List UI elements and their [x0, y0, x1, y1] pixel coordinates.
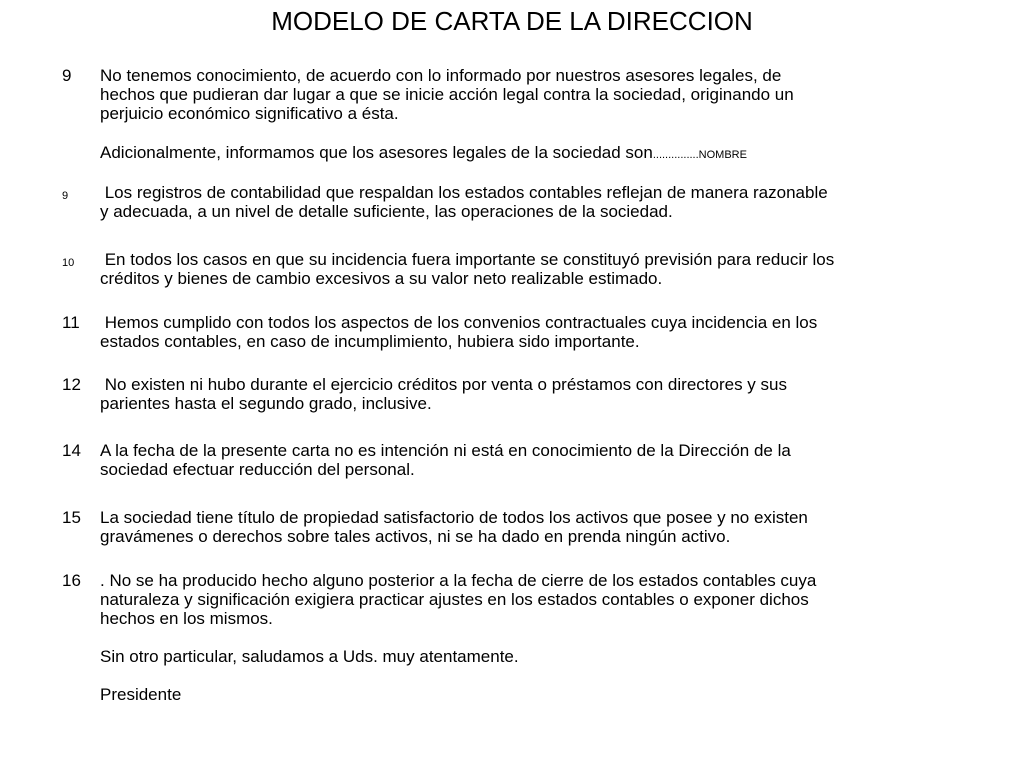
list-item [60, 66, 980, 123]
list-item [60, 183, 980, 221]
signature: Presidente [100, 685, 182, 704]
text-line: Hemos cumplido con todos los aspectos de los convenios contractuales cuya incidencia en los [100, 313, 818, 332]
text-line: hechos que pudieran dar lugar a que se inicie acción legal contra la sociedad, originando un [100, 85, 794, 104]
text-line: En todos los casos en que su incidencia fuera importante se constituyó previsión para reducir los [100, 250, 835, 269]
item-text [100, 441, 980, 479]
item-number: 9 [62, 66, 72, 85]
text-line: perjuicio económico significativo a ésta. [100, 104, 399, 123]
item-text [100, 375, 980, 413]
text-line: parientes hasta el segundo grado, inclusive. [100, 394, 432, 413]
text-line: . No se ha producido hecho alguno posterior a la fecha de cierre de los estados contables cuya [100, 571, 817, 590]
text-line: La sociedad tiene título de propiedad satisfactorio de todos los activos que posee y no existen [100, 508, 808, 527]
list-item [60, 441, 980, 479]
legal-advisors-text: Adicionalmente, informamos que los asesores legales de la sociedad son [100, 143, 653, 162]
item-number: 16 [62, 571, 81, 590]
closing-text: Sin otro particular, saludamos a Uds. muy atentamente. [100, 647, 519, 666]
text-line: hechos en los mismos. [100, 609, 273, 628]
item-text [100, 250, 980, 288]
item-number: 9 [62, 190, 69, 202]
text-line: A la fecha de la presente carta no es intención ni está en conocimiento de la Dirección de la [100, 441, 791, 460]
list-item [60, 250, 980, 288]
list-item [60, 313, 980, 351]
text-line: gravámenes o derechos sobre tales activos, ni se ha dado en prenda ningún activo. [100, 527, 731, 546]
item-text [100, 508, 980, 546]
list-item [60, 375, 980, 413]
item-text [100, 66, 980, 123]
list-item [60, 571, 980, 628]
text-line: y adecuada, a un nivel de detalle suficiente, las operaciones de la sociedad. [100, 202, 673, 221]
item-number: 15 [62, 508, 81, 527]
text-line: No existen ni hubo durante el ejercicio créditos por venta o préstamos con directores y sus [100, 375, 787, 394]
item-number: 14 [62, 441, 81, 460]
item-number: 10 [62, 257, 75, 269]
page-title: MODELO DE CARTA DE LA DIRECCION [271, 6, 753, 36]
item-text [100, 571, 980, 628]
text-line: No tenemos conocimiento, de acuerdo con lo informado por nuestros asesores legales, de [100, 66, 782, 85]
item-number: 12 [62, 375, 81, 394]
text-line: naturaleza y significación exigiera practicar ajustes en los estados contables o exponer dichos [100, 590, 809, 609]
text-line: sociedad efectuar reducción del personal. [100, 460, 415, 479]
item-text [100, 183, 980, 221]
text-line: estados contables, en caso de incumplimiento, hubiera sido importante. [100, 332, 640, 351]
legal-advisors-line [100, 143, 747, 165]
item-number: 11 [62, 313, 80, 332]
text-line: créditos y bienes de cambio excesivos a su valor neto realizable estimado. [100, 269, 663, 288]
item-text [100, 313, 980, 351]
name-placeholder: ...............NOMBRE [652, 149, 747, 161]
text-line: Los registros de contabilidad que respaldan los estados contables reflejan de manera razonable [100, 183, 828, 202]
list-item [60, 508, 980, 546]
